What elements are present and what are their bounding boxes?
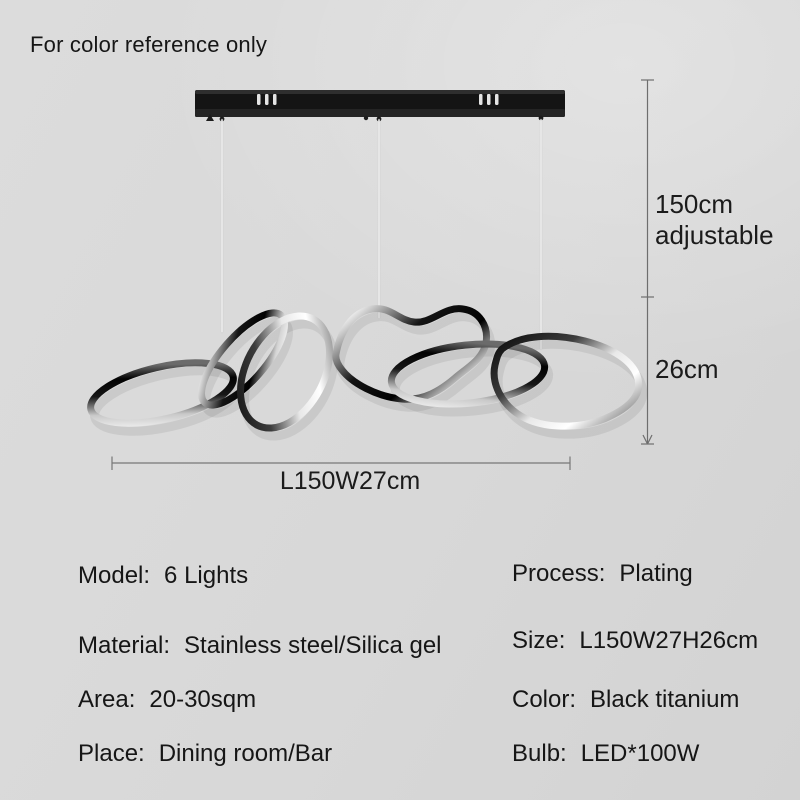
spec-label: Place:	[78, 740, 145, 767]
spec-label: Bulb:	[512, 740, 567, 767]
spec-value: LED*100W	[580, 740, 700, 767]
spec-value: Black titanium	[590, 686, 740, 713]
fixture-height-label: 26cm	[655, 354, 719, 384]
spec-label: Process:	[512, 560, 606, 587]
fixture-width-label: L150W27cm	[279, 467, 421, 495]
spec-value: Plating	[619, 560, 693, 587]
spec-label: Size:	[512, 627, 566, 654]
spec-value: Dining room/Bar	[158, 740, 333, 767]
spec-value: L150W27H26cm	[579, 627, 759, 654]
spec-row-color	[512, 686, 739, 714]
spec-row-material	[78, 632, 442, 660]
spec-label: Model:	[78, 562, 151, 589]
ring-shadows	[89, 309, 643, 452]
spec-label: Area:	[78, 686, 136, 713]
spec-value: Stainless steel/Silica gel	[184, 632, 442, 659]
spec-row-place	[78, 740, 332, 768]
spec-value: 20-30sqm	[149, 686, 257, 713]
spec-row-process	[512, 560, 693, 588]
spec-label: Color:	[512, 686, 577, 713]
spec-value: 6 Lights	[164, 562, 249, 589]
spec-label: Material:	[78, 632, 171, 659]
spec-row-size	[512, 627, 758, 655]
color-reference-note: For color reference only	[30, 32, 268, 57]
light-ring-3	[222, 301, 347, 444]
ceiling-mount-bar	[195, 90, 565, 121]
spec-row-model	[78, 562, 248, 590]
spec-row-area	[78, 686, 256, 714]
drop-height-label: 150cm adjustable	[655, 189, 774, 250]
spec-row-bulb	[512, 740, 699, 768]
